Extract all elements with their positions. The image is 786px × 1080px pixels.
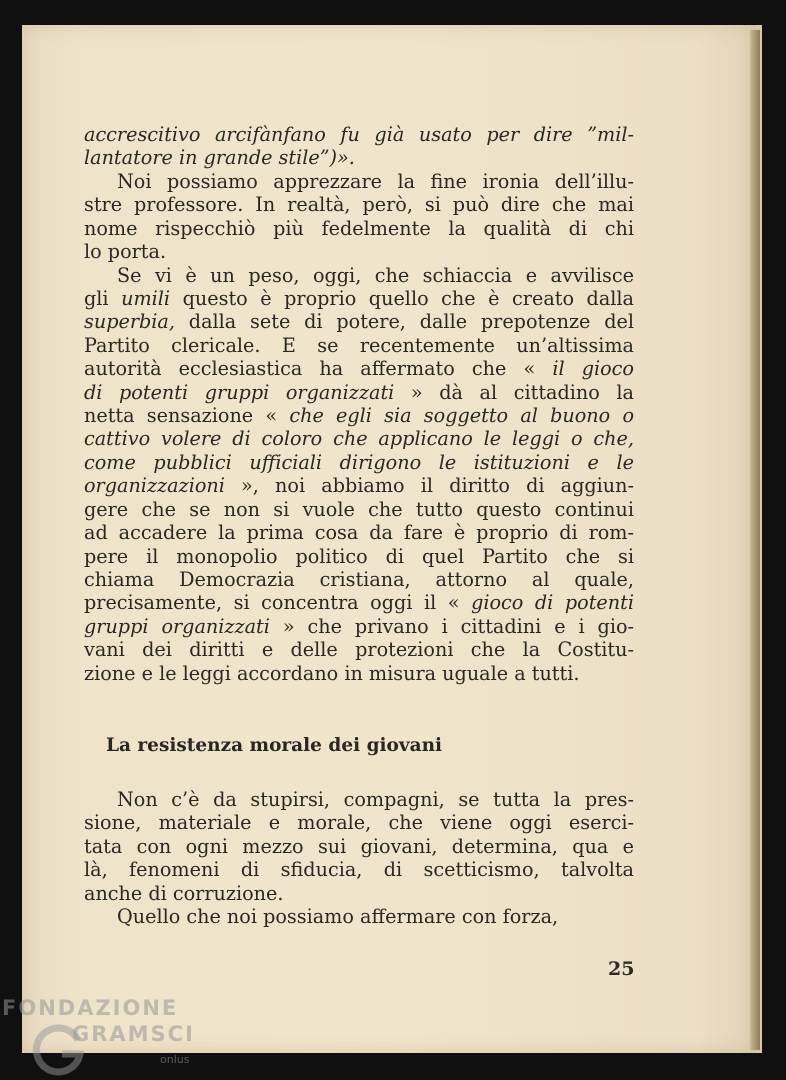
text-line: chiama Democrazia cristiana, attorno al quale,	[84, 567, 634, 591]
watermark-onlus: onlus	[160, 1053, 190, 1066]
text-line: tata con ogni mezzo sui giovani, determina, qua e	[84, 834, 634, 858]
text-line: autorità ecclesiastica ha affermato che « il gioco	[84, 357, 634, 381]
page-edge	[750, 30, 760, 1050]
text-line: Partito clericale. E se recentemente un’altissima	[84, 333, 634, 357]
body-text-top	[84, 123, 634, 170]
text-line: anche di corruzione.	[84, 881, 284, 905]
text-line: cattivo volere di coloro che applicano le leggi o che,	[84, 427, 634, 451]
text-line: nome rispecchiò più fedelmente la qualità di chi	[84, 216, 634, 240]
text-line: gruppi organizzati » che privano i cittadini e i gio-	[84, 614, 634, 638]
text-line: stre professore. In realtà, però, si può dire che mai	[84, 193, 634, 217]
text-line: Se vi è un peso, oggi, che schiaccia e avvilisce	[117, 263, 634, 287]
text-line: Non c’è da stupirsi, compagni, se tutta la pres-	[117, 788, 634, 811]
text-line: zione e le leggi accordano in misura uguale a tutti.	[84, 661, 580, 685]
text-line: gere che se non si vuole che tutto questo continui	[84, 497, 634, 521]
text-line: accrescitivo arcifànfano fu già usato per dire ”mil-	[84, 123, 634, 146]
text-line: sione, materiale e morale, che viene oggi eserci-	[84, 811, 634, 835]
text-line: vani dei diritti e delle protezioni che la Costitu-	[84, 638, 634, 662]
watermark-line1: FONDAZIONE	[2, 996, 179, 1020]
text-line: Quello che noi possiamo affermare con forza,	[117, 905, 559, 929]
text-line: lo porta.	[84, 240, 167, 264]
text-line: precisamente, si concentra oggi il « gioco di potenti	[84, 591, 634, 615]
text-line: pere il monopolio politico di quel Partito che si	[84, 544, 634, 568]
watermark-line2: GRAMSCI	[72, 1022, 195, 1046]
body-text-section	[84, 788, 634, 928]
text-line: superbia, dalla sete di potere, dalle prepotenze del	[84, 310, 634, 334]
text-line: di potenti gruppi organizzati » dà al cittadino la	[84, 380, 634, 404]
watermark-logo-icon	[28, 1018, 88, 1078]
body-text-main	[84, 170, 634, 685]
text-line: gli umili questo è proprio quello che è creato dalla	[84, 287, 634, 311]
text-line: lantatore in grande stile”)».	[84, 146, 355, 170]
text-line: là, fenomeni di sfiducia, di scetticismo, talvolta	[84, 858, 634, 882]
text-line: ad accadere la prima cosa da fare è proprio di rom-	[84, 521, 634, 545]
text-line: netta sensazione « che egli sia soggetto al buono o	[84, 404, 634, 428]
text-line: organizzazioni », noi abbiamo il diritto di aggiun-	[84, 474, 634, 498]
page-number: 25	[608, 958, 635, 980]
text-line: Noi possiamo apprezzare la fine ironia dell’illu-	[117, 170, 634, 193]
text-line: come pubblici ufficiali dirigono le istituzioni e le	[84, 450, 634, 474]
section-heading: La resistenza morale dei giovani	[106, 735, 443, 756]
